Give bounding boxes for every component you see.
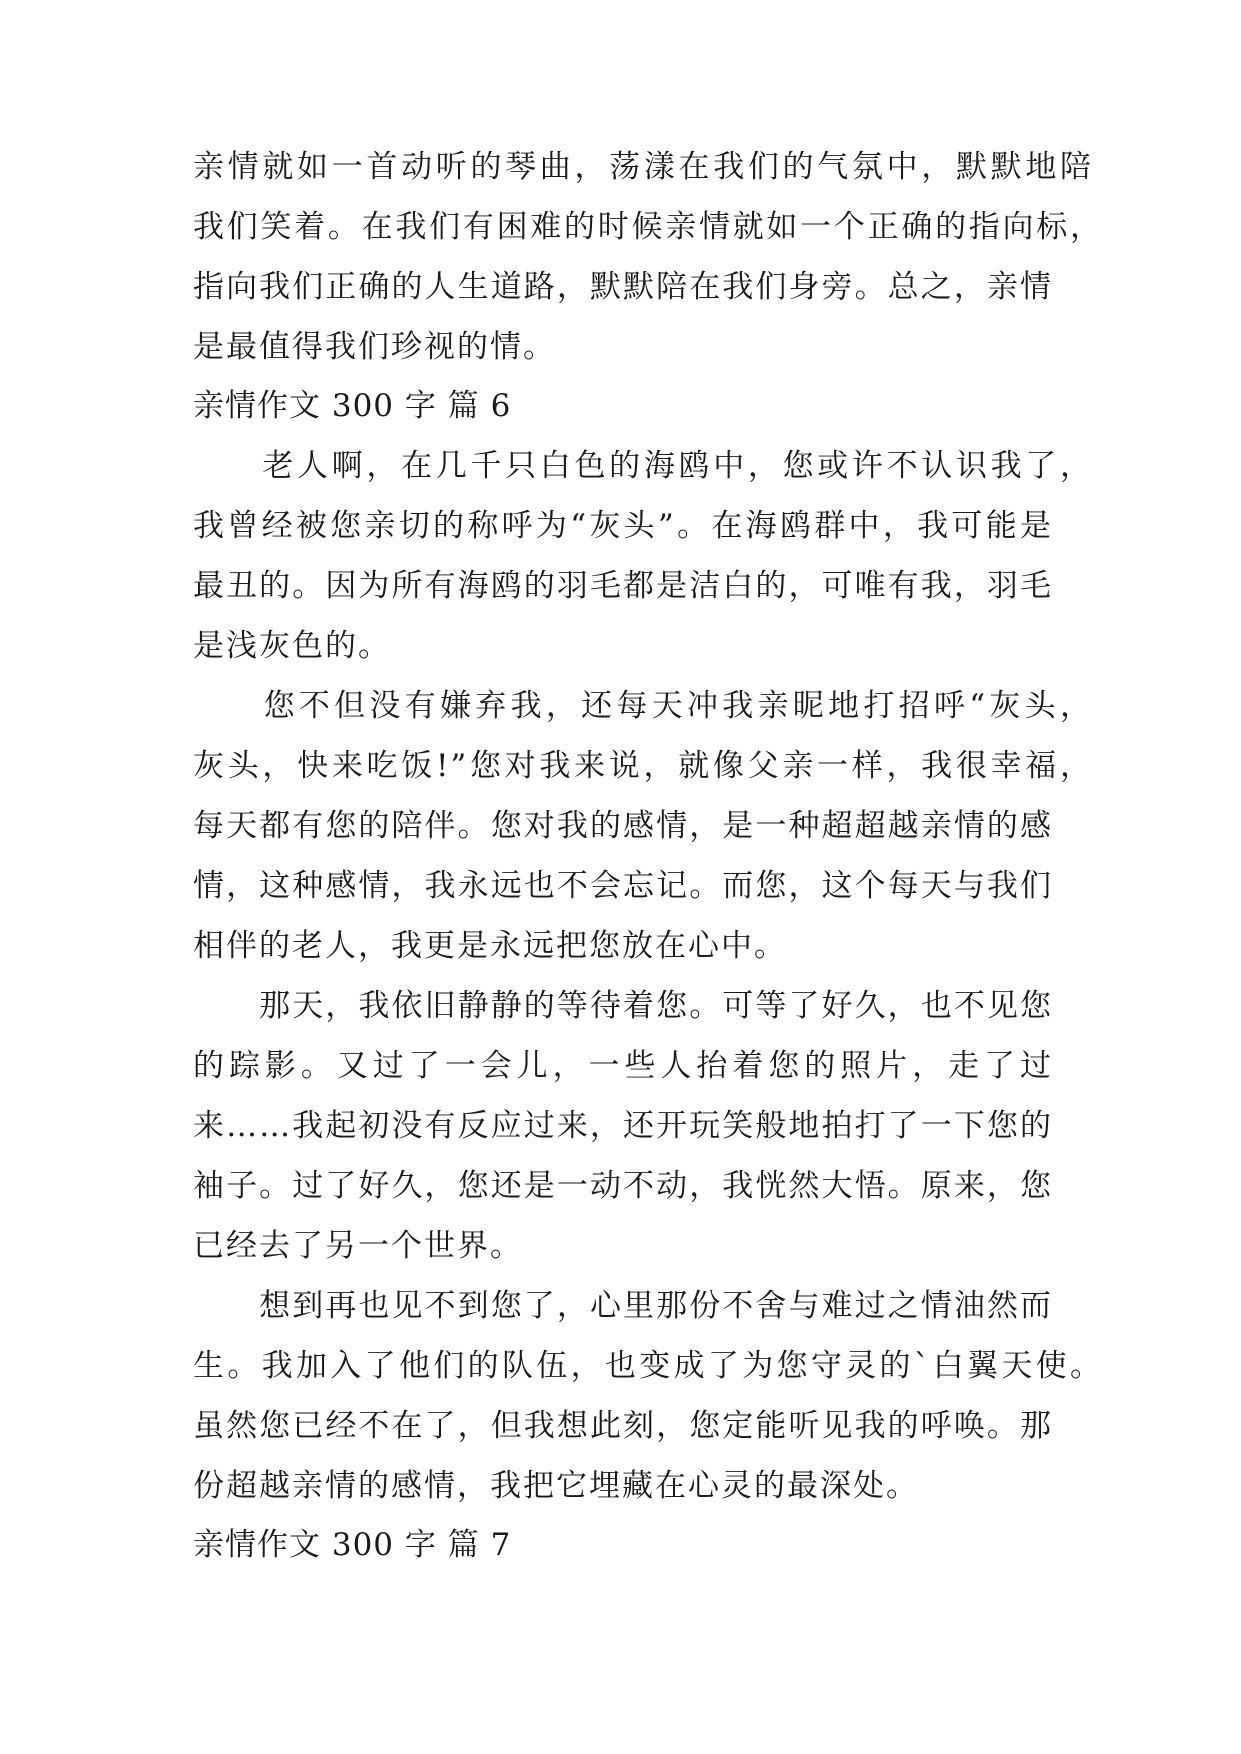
section-heading-7: 亲情作文 300 字 篇 7 bbox=[193, 1527, 512, 1563]
para1-line-4: 是浅灰色的。 bbox=[193, 628, 391, 664]
para3-line-1: 那天，我依旧静静的等待着您。可等了好久，也不见您 bbox=[193, 988, 1053, 1024]
para3-line-4: 袖子。过了好久，您还是一动不动，我恍然大悟。原来，您 bbox=[193, 1168, 1053, 1204]
section-heading-6: 亲情作文 300 字 篇 6 bbox=[193, 388, 512, 424]
para4-line-3: 虽然您已经不在了，但我想此刻，您定能听见我的呼唤。那 bbox=[193, 1408, 1053, 1444]
para3-line-5: 已经去了另一个世界。 bbox=[193, 1228, 523, 1264]
para3-line-3: 来……我起初没有反应过来，还开玩笑般地拍打了一下您的 bbox=[193, 1108, 1053, 1144]
para4-line-4: 份超越亲情的感情，我把它埋藏在心灵的最深处。 bbox=[193, 1468, 919, 1504]
para4-line-1: 想到再也见不到您了，心里那份不舍与难过之情油然而 bbox=[193, 1288, 1053, 1324]
para3-line-2: 的踪影。又过了一会儿，一些人抬着您的照片，走了过 bbox=[193, 1048, 1053, 1084]
intro-line-3: 指向我们正确的人生道路，默默陪在我们身旁。总之，亲情 bbox=[193, 269, 1053, 305]
intro-line-2: 我们笑着。在我们有困难的时候亲情就如一个正确的指向标， bbox=[193, 209, 1103, 245]
para1-line-2: 我曾经被您亲切的称呼为“灰头”。在海鸥群中，我可能是 bbox=[193, 508, 1053, 544]
intro-line-4: 是最值得我们珍视的情。 bbox=[193, 329, 556, 365]
para2-line-4: 情，这种感情，我永远也不会忘记。而您，这个每天与我们 bbox=[193, 868, 1053, 904]
para2-line-1: 您不但没有嫌弃我，还每天冲我亲昵地打招呼“灰头， bbox=[193, 688, 1093, 724]
para1-line-1: 老人啊，在几千只白色的海鸥中，您或许不认识我了， bbox=[193, 448, 1093, 484]
para1-line-3: 最丑的。因为所有海鸥的羽毛都是洁白的，可唯有我，羽毛 bbox=[193, 568, 1053, 604]
intro-line-1: 亲情就如一首动听的琴曲，荡漾在我们的气氛中，默默地陪 bbox=[193, 149, 1093, 185]
para2-line-3: 每天都有您的陪伴。您对我的感情，是一种超超越亲情的感 bbox=[193, 808, 1053, 844]
para4-line-2: 生。我加入了他们的队伍，也变成了为您守灵的`白翼天使。 bbox=[193, 1348, 1103, 1384]
para2-line-5: 相伴的老人，我更是永远把您放在心中。 bbox=[193, 928, 787, 964]
para2-line-2: 灰头，快来吃饭!”您对我来说，就像父亲一样，我很幸福， bbox=[193, 748, 1093, 784]
